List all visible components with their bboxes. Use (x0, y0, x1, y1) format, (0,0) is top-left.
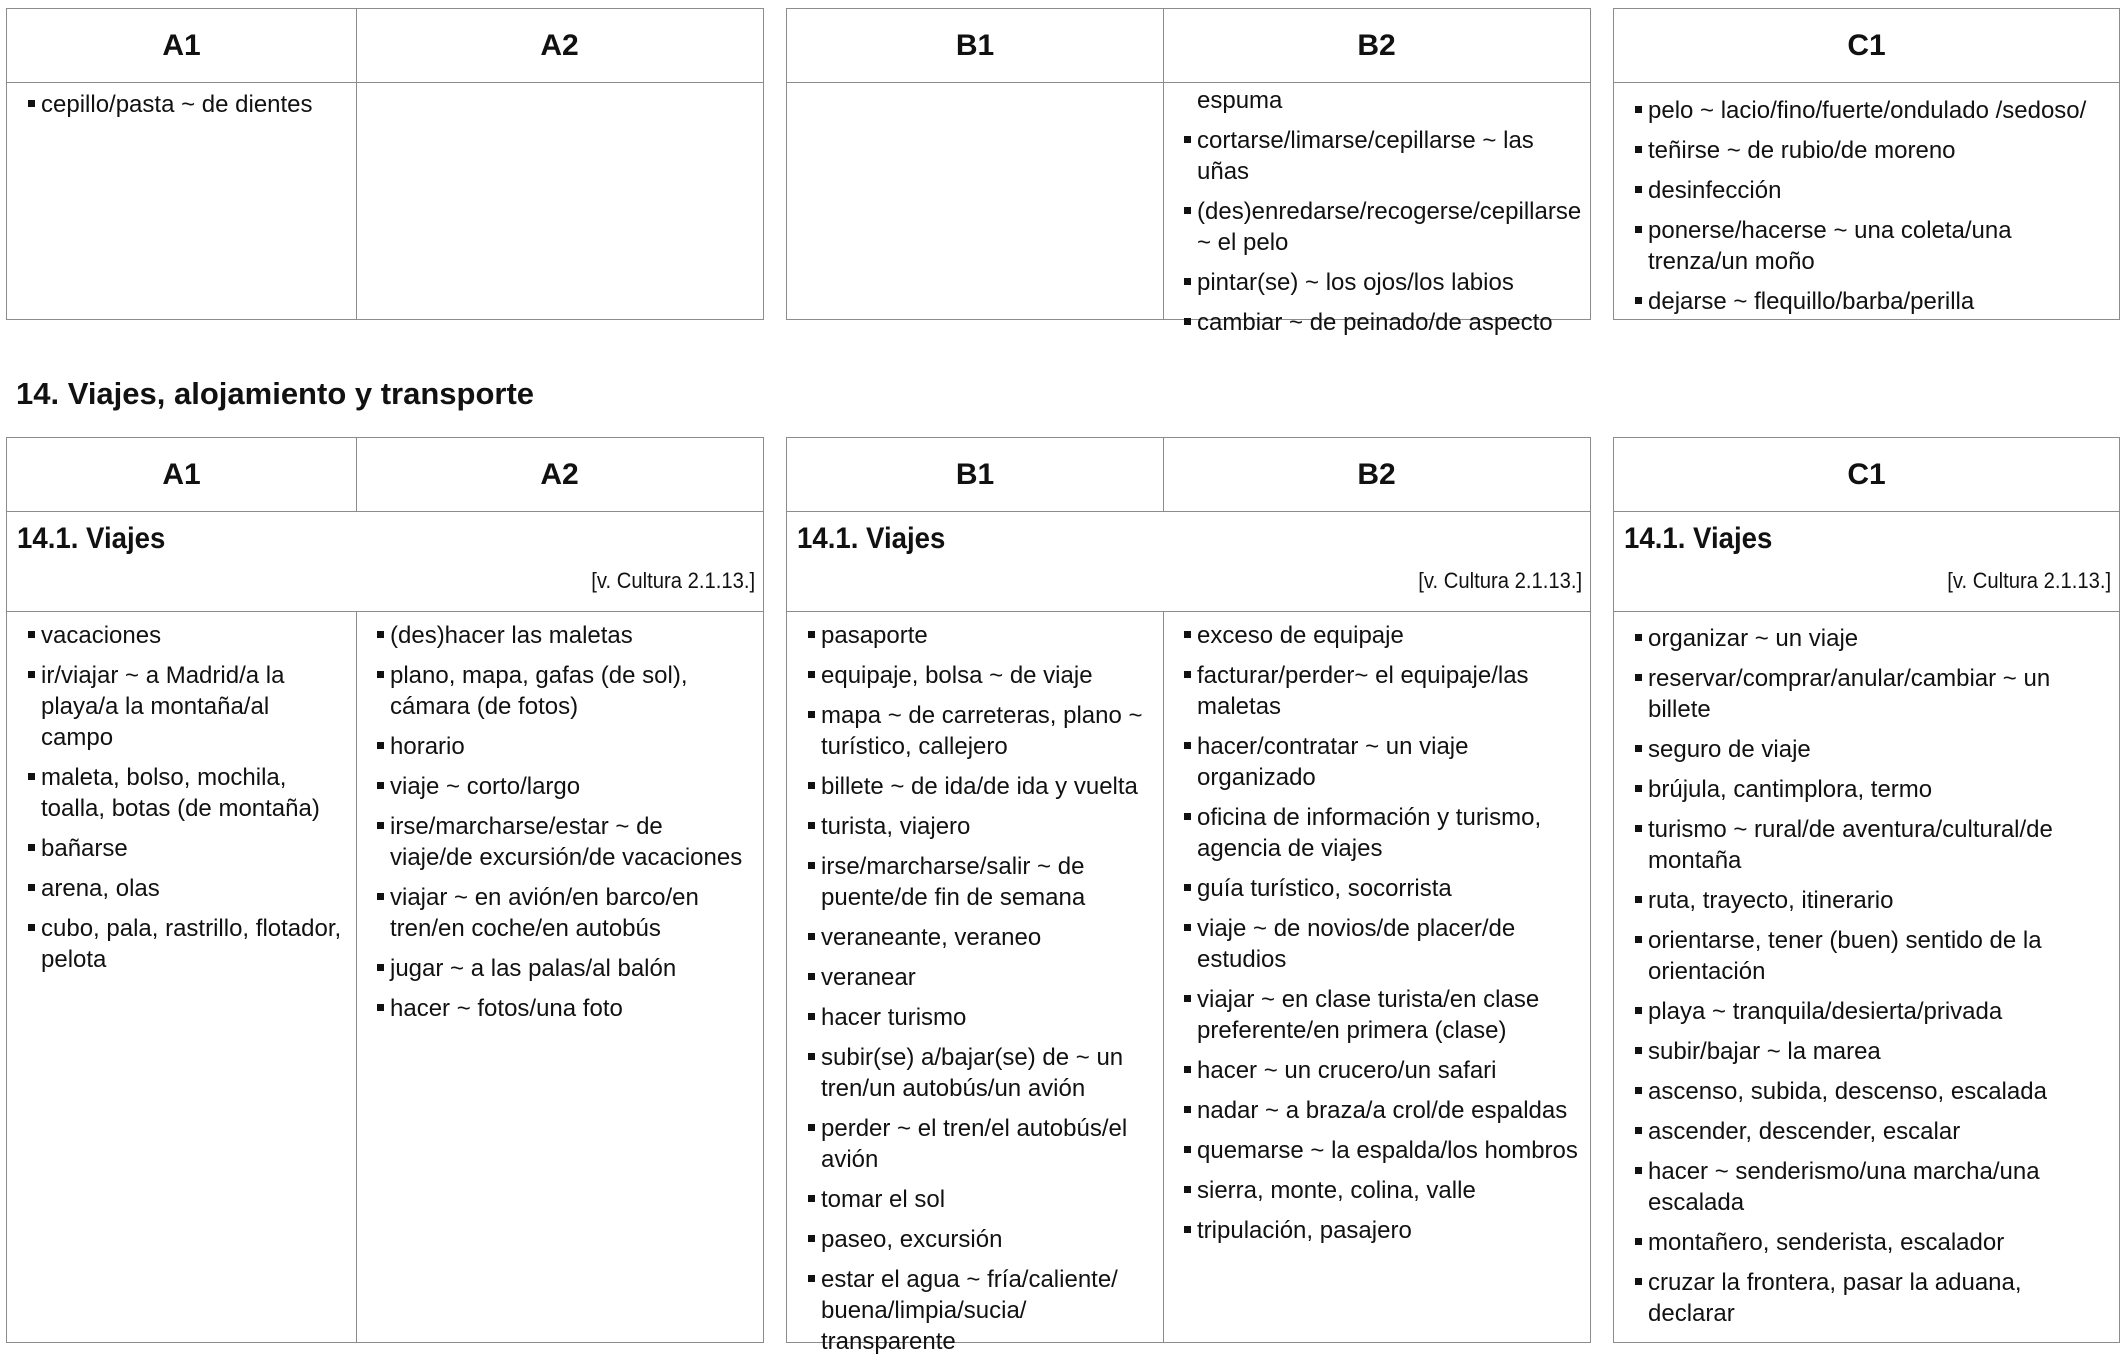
list-item: pasaporte (797, 620, 1151, 651)
subsection-row-a (7, 512, 763, 612)
list-item: billete ~ de ida/de ida y vuelta (797, 771, 1151, 802)
list-item: seguro de viaje (1624, 734, 2105, 765)
list-item: ponerse/hacerse ~ una coleta/una trenza/un moño (1624, 215, 2105, 277)
top-header-a1: A1 (7, 9, 356, 83)
list-item: plano, mapa, gafas (de sol), cámara (de fotos) (366, 660, 752, 722)
list-item: irse/marcharse/salir ~ de puente/de fin de semana (797, 851, 1151, 913)
list-item: cortarse/limarse/cepillarse ~ las uñas (1173, 125, 1579, 187)
list-a1-top (17, 89, 343, 120)
bottom-col-divider-a-body (356, 612, 357, 1342)
list-b2 (1173, 620, 1579, 1246)
list-item: ruta, trayecto, itinerario (1624, 885, 2105, 916)
subsection-title: 14.1. Viajes (17, 522, 166, 555)
list-item: estar el agua ~ fría/caliente/ buena/limpia/sucia/ transparente (797, 1264, 1151, 1357)
continuation-text: espuma (1197, 87, 1283, 114)
cross-reference: [v. Cultura 2.1.13.] (1947, 568, 2111, 593)
bottom-cell-a1 (11, 620, 351, 984)
list-item: guía turístico, socorrista (1173, 873, 1579, 904)
cross-reference: [v. Cultura 2.1.13.] (591, 568, 755, 593)
list-item: viaje ~ de novios/de placer/de estudios (1173, 913, 1579, 975)
list-item: exceso de equipaje (1173, 620, 1579, 651)
bottom-cell-a2 (360, 620, 760, 1033)
list-item: hacer ~ fotos/una foto (366, 993, 752, 1024)
top-block-b (786, 8, 1591, 336)
subsection-row-b (787, 512, 1590, 612)
list-item: pelo ~ lacio/fino/fuerte/ondulado /sedoso/ (1624, 95, 2105, 126)
bottom-block-a (6, 437, 764, 1343)
list-item: ir/viajar ~ a Madrid/a la playa/a la montaña/al campo (17, 660, 343, 753)
bottom-header-c1: C1 (1614, 438, 2119, 512)
list-item: tripulación, pasajero (1173, 1215, 1579, 1246)
list-item: vacaciones (17, 620, 343, 651)
top-header-b2: B2 (1163, 9, 1590, 83)
top-header-a2: A2 (356, 9, 763, 83)
list-item: (des)hacer las maletas (366, 620, 752, 651)
bottom-col-divider-b-body (1163, 612, 1164, 1342)
bottom-col-divider-b-top (1163, 438, 1164, 512)
top-col-divider-b2 (1163, 9, 1164, 319)
top-header-c1: C1 (1614, 9, 2119, 83)
list-item: ascender, descender, escalar (1624, 1116, 2105, 1147)
list-b1 (797, 620, 1151, 1357)
list-item: irse/marcharse/estar ~ de viaje/de excursión/de vacaciones (366, 811, 752, 873)
list-item: paseo, excursión (797, 1224, 1151, 1255)
list-item: (des)enredarse/recogerse/cepillarse ~ el pelo (1173, 196, 1579, 258)
list-item: mapa ~ de carreteras, plano ~ turístico, callejero (797, 700, 1151, 762)
list-item: veranear (797, 962, 1151, 993)
list-item: hacer turismo (797, 1002, 1151, 1033)
bottom-header-a2: A2 (356, 438, 763, 512)
top-cell-c1 (1618, 95, 2113, 326)
list-item: veraneante, veraneo (797, 922, 1151, 953)
bottom-header-b2: B2 (1163, 438, 1590, 512)
bottom-cell-c1 (1618, 623, 2113, 1338)
bottom-header-a1: A1 (7, 438, 356, 512)
list-item: viaje ~ corto/largo (366, 771, 752, 802)
list-item: perder ~ el tren/el autobús/el avión (797, 1113, 1151, 1175)
list-c1 (1624, 623, 2105, 1329)
list-item: hacer/contratar ~ un viaje organizado (1173, 731, 1579, 793)
list-a2 (366, 620, 752, 1024)
list-item: quemarse ~ la espalda/los hombros (1173, 1135, 1579, 1166)
subsection-title: 14.1. Viajes (1624, 522, 1773, 555)
list-item: cepillo/pasta ~ de dientes (17, 89, 343, 120)
list-item: bañarse (17, 833, 343, 864)
list-item: nadar ~ a braza/a crol/de espaldas (1173, 1095, 1579, 1126)
list-item: hacer ~ senderismo/una marcha/una escalada (1624, 1156, 2105, 1218)
list-item: cambiar ~ de peinado/de aspecto (1173, 307, 1579, 338)
list-item: arena, olas (17, 873, 343, 904)
list-item: turista, viajero (797, 811, 1151, 842)
top-cell-a1 (11, 89, 351, 129)
list-item: horario (366, 731, 752, 762)
list-item: oficina de información y turismo, agencia de viajes (1173, 802, 1579, 864)
list-item: ascenso, subida, descenso, escalada (1624, 1076, 2105, 1107)
bottom-header-b1: B1 (787, 438, 1163, 512)
bottom-cell-b1 (791, 620, 1159, 1366)
top-col-divider-a2 (356, 9, 357, 319)
list-item: facturar/perder~ el equipaje/las maletas (1173, 660, 1579, 722)
subsection-title: 14.1. Viajes (797, 522, 946, 555)
list-item: desinfección (1624, 175, 2105, 206)
list-item: sierra, monte, colina, valle (1173, 1175, 1579, 1206)
top-cell-b2 (1167, 85, 1587, 347)
list-item: teñirse ~ de rubio/de moreno (1624, 135, 2105, 166)
top-block-a (6, 8, 764, 320)
list-item: orientarse, tener (buen) sentido de la orientación (1624, 925, 2105, 987)
list-b2-top (1173, 125, 1582, 338)
list-item: cruzar la frontera, pasar la aduana, declarar (1624, 1267, 2105, 1329)
list-item: montañero, senderista, escalador (1624, 1227, 2105, 1258)
cross-reference: [v. Cultura 2.1.13.] (1418, 568, 1582, 593)
list-item: pintar(se) ~ los ojos/los labios (1173, 267, 1579, 298)
list-item: viajar ~ en avión/en barco/en tren/en coche/en autobús (366, 882, 752, 944)
list-item: subir(se) a/bajar(se) de ~ un tren/un autobús/un avión (797, 1042, 1151, 1104)
bottom-block-c (1613, 437, 2120, 1343)
list-item: maleta, bolso, mochila, toalla, botas (de montaña) (17, 762, 343, 824)
list-c1-top (1624, 95, 2105, 317)
list-a1 (17, 620, 343, 975)
list-item: playa ~ tranquila/desierta/privada (1624, 996, 2105, 1027)
bottom-col-divider-a-top (356, 438, 357, 512)
top-header-b1: B1 (787, 9, 1163, 83)
bottom-block-b (786, 437, 1591, 1355)
list-item: dejarse ~ flequillo/barba/perilla (1624, 286, 2105, 317)
top-block-c (1613, 8, 2120, 320)
list-item: brújula, cantimplora, termo (1624, 774, 2105, 805)
list-item: organizar ~ un viaje (1624, 623, 2105, 654)
list-item: tomar el sol (797, 1184, 1151, 1215)
list-item: hacer ~ un crucero/un safari (1173, 1055, 1579, 1086)
list-item: subir/bajar ~ la marea (1624, 1036, 2105, 1067)
section-heading: 14. Viajes, alojamiento y transporte (16, 376, 535, 411)
list-item: reservar/comprar/anular/cambiar ~ un billete (1624, 663, 2105, 725)
subsection-row-c (1614, 512, 2119, 612)
list-item: turismo ~ rural/de aventura/cultural/de montaña (1624, 814, 2105, 876)
list-item: viajar ~ en clase turista/en clase preferente/en primera (clase) (1173, 984, 1579, 1046)
list-item: equipaje, bolsa ~ de viaje (797, 660, 1151, 691)
bottom-cell-b2 (1167, 620, 1587, 1255)
list-item: cubo, pala, rastrillo, flotador, pelota (17, 913, 343, 975)
list-item: jugar ~ a las palas/al balón (366, 953, 752, 984)
